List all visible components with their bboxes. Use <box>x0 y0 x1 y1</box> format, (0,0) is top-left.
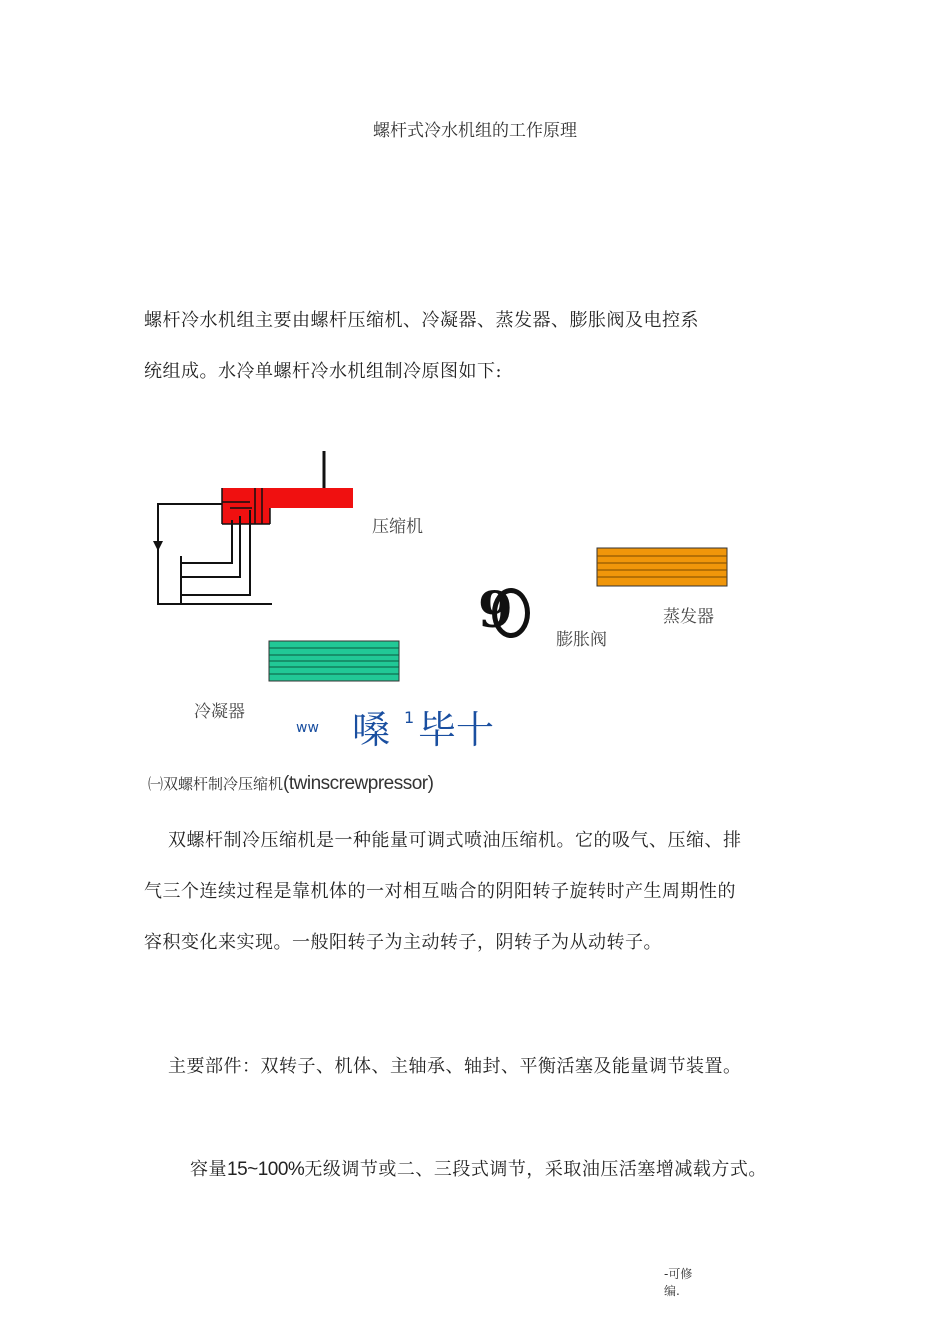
evaporator-shape <box>597 548 727 586</box>
footer-line-2: 编. <box>664 1284 680 1298</box>
expansion-valve-ring-icon <box>492 588 530 638</box>
expansion-valve-symbol <box>478 582 534 638</box>
garbled-text-large: 嗓 <box>352 708 391 752</box>
garbled-text-small: ww <box>296 720 319 736</box>
garbled-text-tail: 毕十 <box>418 708 495 752</box>
section-heading-en: (twinscrewpressor) <box>283 773 434 794</box>
capacity-value: 15~100% <box>227 1159 305 1180</box>
section-para-line-3: 容积变化来实现。一般阳转子为主动转子，阴转子为从动转子。 <box>144 932 662 953</box>
page-title: 螺杆式冷水机组的工作原理 <box>373 121 577 141</box>
section-para-line-2: 气三个连续过程是靠机体的一对相互啮合的阴阳转子旋转时产生周期性的 <box>144 881 736 902</box>
expansion-valve-digit: 9 <box>478 580 513 639</box>
evaporator-label: 蒸发器 <box>663 607 714 627</box>
intro-line-2: 统组成。水冷单螺杆冷水机组制冷原图如下: <box>144 361 503 382</box>
condenser-shape <box>269 641 399 681</box>
components-line: 主要部件：双转子、机体、主轴承、轴封、平衡活塞及能量调节装置。 <box>168 1056 742 1077</box>
footer-line-1: -可修 <box>664 1267 693 1281</box>
capacity-suffix: 无级调节或二、三段式调节，采取油压活塞增减载方式。 <box>304 1159 767 1180</box>
compressor-label: 压缩机 <box>372 517 423 537</box>
capacity-line <box>190 1155 767 1181</box>
flow-arrow-icon <box>153 541 163 551</box>
section-heading <box>148 773 433 795</box>
section-heading-cn: ㈠双螺杆制冷压缩机 <box>148 775 284 793</box>
condenser-label: 冷凝器 <box>194 702 245 722</box>
section-para-line-1: 双螺杆制冷压缩机是一种能量可调式喷油压缩机。它的吸气、压缩、排 <box>168 830 742 851</box>
expansion-valve-label: 膨胀阀 <box>556 630 607 650</box>
garbled-text-superscript: 1 <box>404 708 415 727</box>
intro-line-1: 螺杆冷水机组主要由螺杆压缩机、冷凝器、蒸发器、膨胀阀及电控系 <box>144 310 699 331</box>
compressor-shape <box>222 488 353 524</box>
capacity-prefix: 容量 <box>190 1159 227 1180</box>
